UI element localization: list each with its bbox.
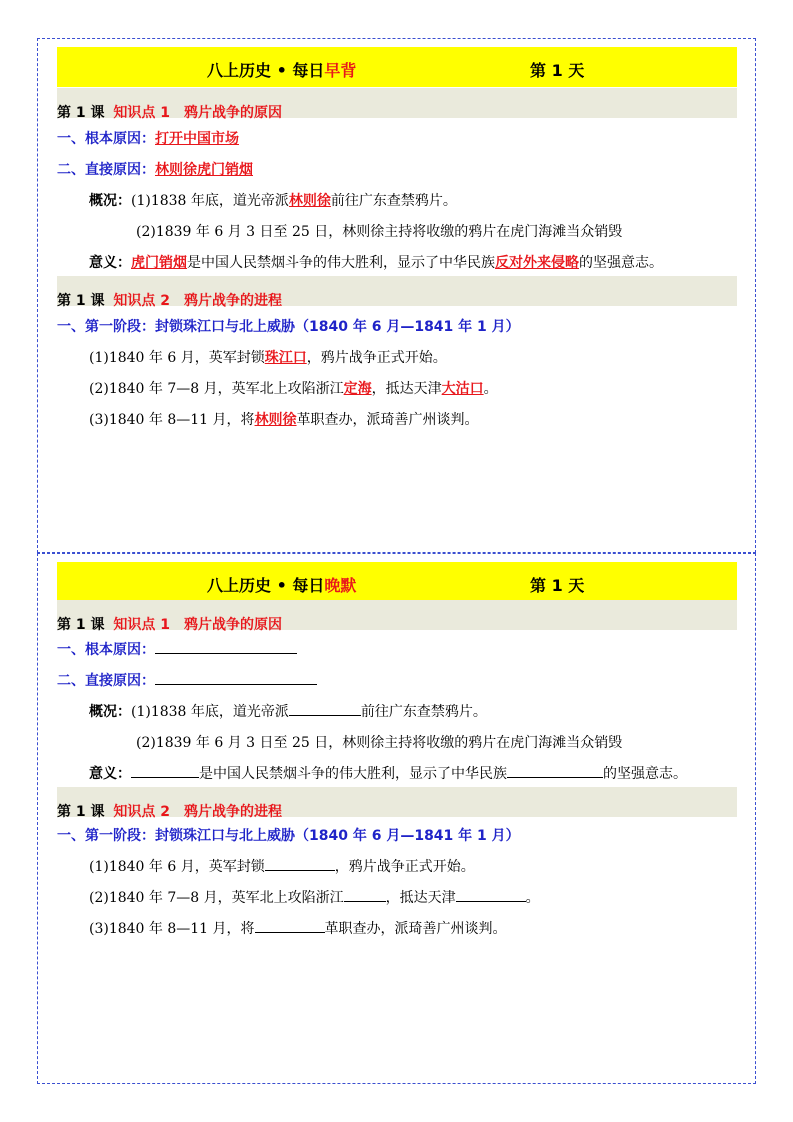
overview-1: 概况：(1)1838 年底，道光帝派 前往广东查禁鸦片。 <box>89 701 769 721</box>
morning-title-bar <box>57 47 737 87</box>
section-heading-1: 第 1 课 知识点 1 鸦片战争的原因 <box>57 88 737 118</box>
process-blank-2a[interactable] <box>344 887 386 902</box>
stage-one-heading: 一、第一阶段：封锁珠江口与北上威胁（1840 年 6 月—1841 年 1 月） <box>57 828 520 844</box>
process-blank-3[interactable] <box>255 918 325 933</box>
evening-title: 八上历史 • 每日晚默 <box>207 576 357 595</box>
process-blank-1[interactable] <box>265 856 335 871</box>
significance: 意义：虎门销烟是中国人民禁烟斗争的伟大胜利，显示了中华民族反对外来侵略的坚强意志。 <box>89 255 663 271</box>
section-heading-1: 第 1 课 知识点 1 鸦片战争的原因 <box>57 600 737 630</box>
overview-1: 概况：(1)1838 年底，道光帝派林则徐前往广东查禁鸦片。 <box>89 193 457 209</box>
significance: 意义： 是中国人民禁烟斗争的伟大胜利，显示了中华民族 的坚强意志。 <box>89 763 769 783</box>
direct-cause: 二、直接原因： <box>57 670 737 690</box>
evening-day: 第 1 天 <box>530 576 585 595</box>
significance-blank-1[interactable] <box>131 763 199 778</box>
process-item-2: (2)1840 年 7—8 月，英军北上攻陷浙江 ，抵达天津 。 <box>89 887 769 907</box>
process-item-2: (2)1840 年 7—8 月，英军北上攻陷浙江定海，抵达天津大沽口。 <box>89 381 498 397</box>
process-item-3: (3)1840 年 8—11 月，将林则徐革职查办，派琦善广州谈判。 <box>89 412 479 428</box>
overview-blank[interactable] <box>289 701 361 716</box>
evening-dictation-card <box>37 553 756 1084</box>
section-heading-2: 第 1 课 知识点 2 鸦片战争的进程 <box>57 787 737 817</box>
overview-2: (2)1839 年 6 月 3 日至 25 日，林则徐主持将收缴的鸦片在虎门海滩当众销毁 <box>136 735 623 751</box>
evening-title-bar <box>57 562 737 602</box>
morning-recite-card <box>37 38 756 553</box>
significance-blank-2[interactable] <box>507 763 603 778</box>
stage-one-heading: 一、第一阶段：封锁珠江口与北上威胁（1840 年 6 月—1841 年 1 月） <box>57 319 520 335</box>
root-cause: 一、根本原因：打开中国市场 <box>57 131 239 147</box>
overview-2: (2)1839 年 6 月 3 日至 25 日，林则徐主持将收缴的鸦片在虎门海滩当众销毁 <box>136 224 623 240</box>
morning-day: 第 1 天 <box>530 61 585 80</box>
section-heading-2: 第 1 课 知识点 2 鸦片战争的进程 <box>57 276 737 306</box>
root-cause-blank[interactable] <box>155 639 297 654</box>
direct-cause: 二、直接原因：林则徐虎门销烟 <box>57 162 253 178</box>
direct-cause-blank[interactable] <box>155 670 317 685</box>
process-item-1: (1)1840 年 6 月，英军封锁 ，鸦片战争正式开始。 <box>89 856 769 876</box>
process-blank-2b[interactable] <box>456 887 526 902</box>
process-item-1: (1)1840 年 6 月，英军封锁珠江口，鸦片战争正式开始。 <box>89 350 447 366</box>
morning-title: 八上历史 • 每日早背 <box>207 61 357 80</box>
root-cause: 一、根本原因： <box>57 639 737 659</box>
process-item-3: (3)1840 年 8—11 月，将 革职查办，派琦善广州谈判。 <box>89 918 769 938</box>
